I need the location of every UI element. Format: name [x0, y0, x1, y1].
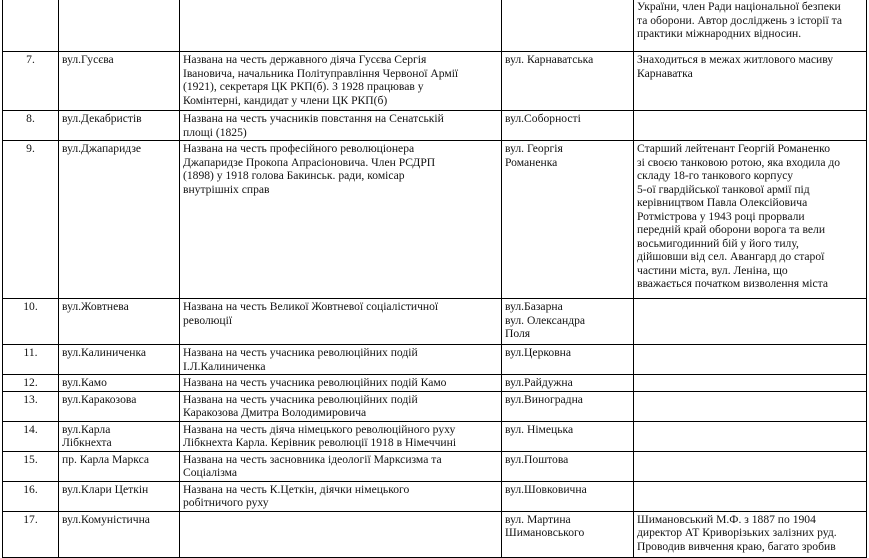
row-number: 16. — [3, 481, 59, 511]
rename-notes: Шимановський М.Ф. з 1887 по 1904 директор АТ Криворізьких залізних руд. Проводив вивчення краю, багато зробив — [634, 511, 867, 557]
table-row — [3, 391, 867, 421]
new-street-name: вул.Базарна вул. Олександра Поля — [502, 299, 634, 345]
row-number: 15. — [3, 451, 59, 481]
row-number: 10. — [3, 299, 59, 345]
new-street-name: вул.Виноградна — [502, 391, 634, 421]
table-row — [3, 111, 867, 141]
new-street-name — [502, 0, 634, 52]
table-row — [3, 481, 867, 511]
table-row — [3, 375, 867, 392]
row-number: 11. — [3, 345, 59, 375]
row-number — [3, 0, 59, 52]
row-number: 14. — [3, 421, 59, 451]
rename-notes — [634, 299, 867, 345]
new-street-name: вул. Німецька — [502, 421, 634, 451]
old-street-name: пр. Карла Маркса — [59, 451, 180, 481]
table-row — [3, 141, 867, 299]
old-street-name — [59, 0, 180, 52]
new-street-name: вул. Карнаватська — [502, 52, 634, 111]
rename-notes — [634, 375, 867, 392]
old-street-name: вул.Декабристів — [59, 111, 180, 141]
name-origin: Названа на честь учасників повстання на Сенатській площі (1825) — [180, 111, 502, 141]
old-street-name: вул.Каракозова — [59, 391, 180, 421]
rename-notes: Старший лейтенант Георгій Романенко зі своєю танковою ротою, яка входила до складу 18-го танкового корпусу 5-ої гвардійської танкової армії під керівництвом Павла Олексійовича Ротмістрова у 1943 році прорвали передній край оборони ворога та вели восьмигодинний бій у його тилу, дійшовши від сел. Авангард до старої частини міста, вул. Леніна, що вважається початком визволення міста — [634, 141, 867, 299]
new-street-name: вул. Георгія Романенка — [502, 141, 634, 299]
table-row — [3, 0, 867, 52]
rename-notes: Знаходиться в межах житлового масиву Карнаватка — [634, 52, 867, 111]
table-row — [3, 345, 867, 375]
table-row — [3, 511, 867, 557]
rename-notes — [634, 111, 867, 141]
rename-notes — [634, 421, 867, 451]
rename-notes: України, член Ради національної безпеки та оборони. Автор досліджень з історії та практики міжнародних відносин. — [634, 0, 867, 52]
table-row — [3, 421, 867, 451]
name-origin: Названа на честь професійного революціонера Джапаридзе Прокопа Апрасіоновича. Член РСДРП (1898) у 1918 голова Бакинськ. ради, комісар внутрішніх справ — [180, 141, 502, 299]
old-street-name: вул.Клари Цеткін — [59, 481, 180, 511]
street-renaming-table — [2, 0, 867, 558]
old-street-name: вул.Гусєва — [59, 52, 180, 111]
name-origin: Названа на честь учасника революційних подій Камо — [180, 375, 502, 392]
row-number: 13. — [3, 391, 59, 421]
new-street-name: вул. Мартина Шимановського — [502, 511, 634, 557]
rename-notes — [634, 345, 867, 375]
rename-notes — [634, 391, 867, 421]
name-origin: Названа на честь діяча німецького революційного руху Лібкнехта Карла. Керівник революції 1918 в Німеччині — [180, 421, 502, 451]
name-origin: Названа на честь учасника революційних подій Каракозова Дмитра Володимировича — [180, 391, 502, 421]
row-number: 8. — [3, 111, 59, 141]
name-origin — [180, 511, 502, 557]
old-street-name: вул.Джапаридзе — [59, 141, 180, 299]
new-street-name: вул.Соборності — [502, 111, 634, 141]
row-number: 17. — [3, 511, 59, 557]
row-number: 12. — [3, 375, 59, 392]
name-origin: Названа на честь К.Цеткін, діячки німецького робітничого руху — [180, 481, 502, 511]
old-street-name: вул.Комуністична — [59, 511, 180, 557]
name-origin: Названа на честь Великої Жовтневої соціалістичної революції — [180, 299, 502, 345]
row-number: 7. — [3, 52, 59, 111]
table-row — [3, 451, 867, 481]
new-street-name: вул.Шовковична — [502, 481, 634, 511]
new-street-name: вул.Поштова — [502, 451, 634, 481]
name-origin — [180, 0, 502, 52]
new-street-name: вул.Церковна — [502, 345, 634, 375]
old-street-name: вул.Камо — [59, 375, 180, 392]
rename-notes — [634, 481, 867, 511]
row-number: 9. — [3, 141, 59, 299]
table-row — [3, 52, 867, 111]
new-street-name: вул.Райдужна — [502, 375, 634, 392]
name-origin: Названа на честь засновника ідеології Марксизма та Соціалізма — [180, 451, 502, 481]
name-origin: Названа на честь державного діяча Гусєва Сергія Івановича, начальника Політуправління Червоної Армії (1921), секретаря ЦК РКП(б). З 1928 працював у Комінтерні, кандидат у члени ЦК РКП(б) — [180, 52, 502, 111]
old-street-name: вул.Карла Лібкнехта — [59, 421, 180, 451]
old-street-name: вул.Калиниченка — [59, 345, 180, 375]
rename-notes — [634, 451, 867, 481]
table-row — [3, 299, 867, 345]
name-origin: Названа на честь учасника революційних подій І.Л.Калиниченка — [180, 345, 502, 375]
old-street-name: вул.Жовтнева — [59, 299, 180, 345]
